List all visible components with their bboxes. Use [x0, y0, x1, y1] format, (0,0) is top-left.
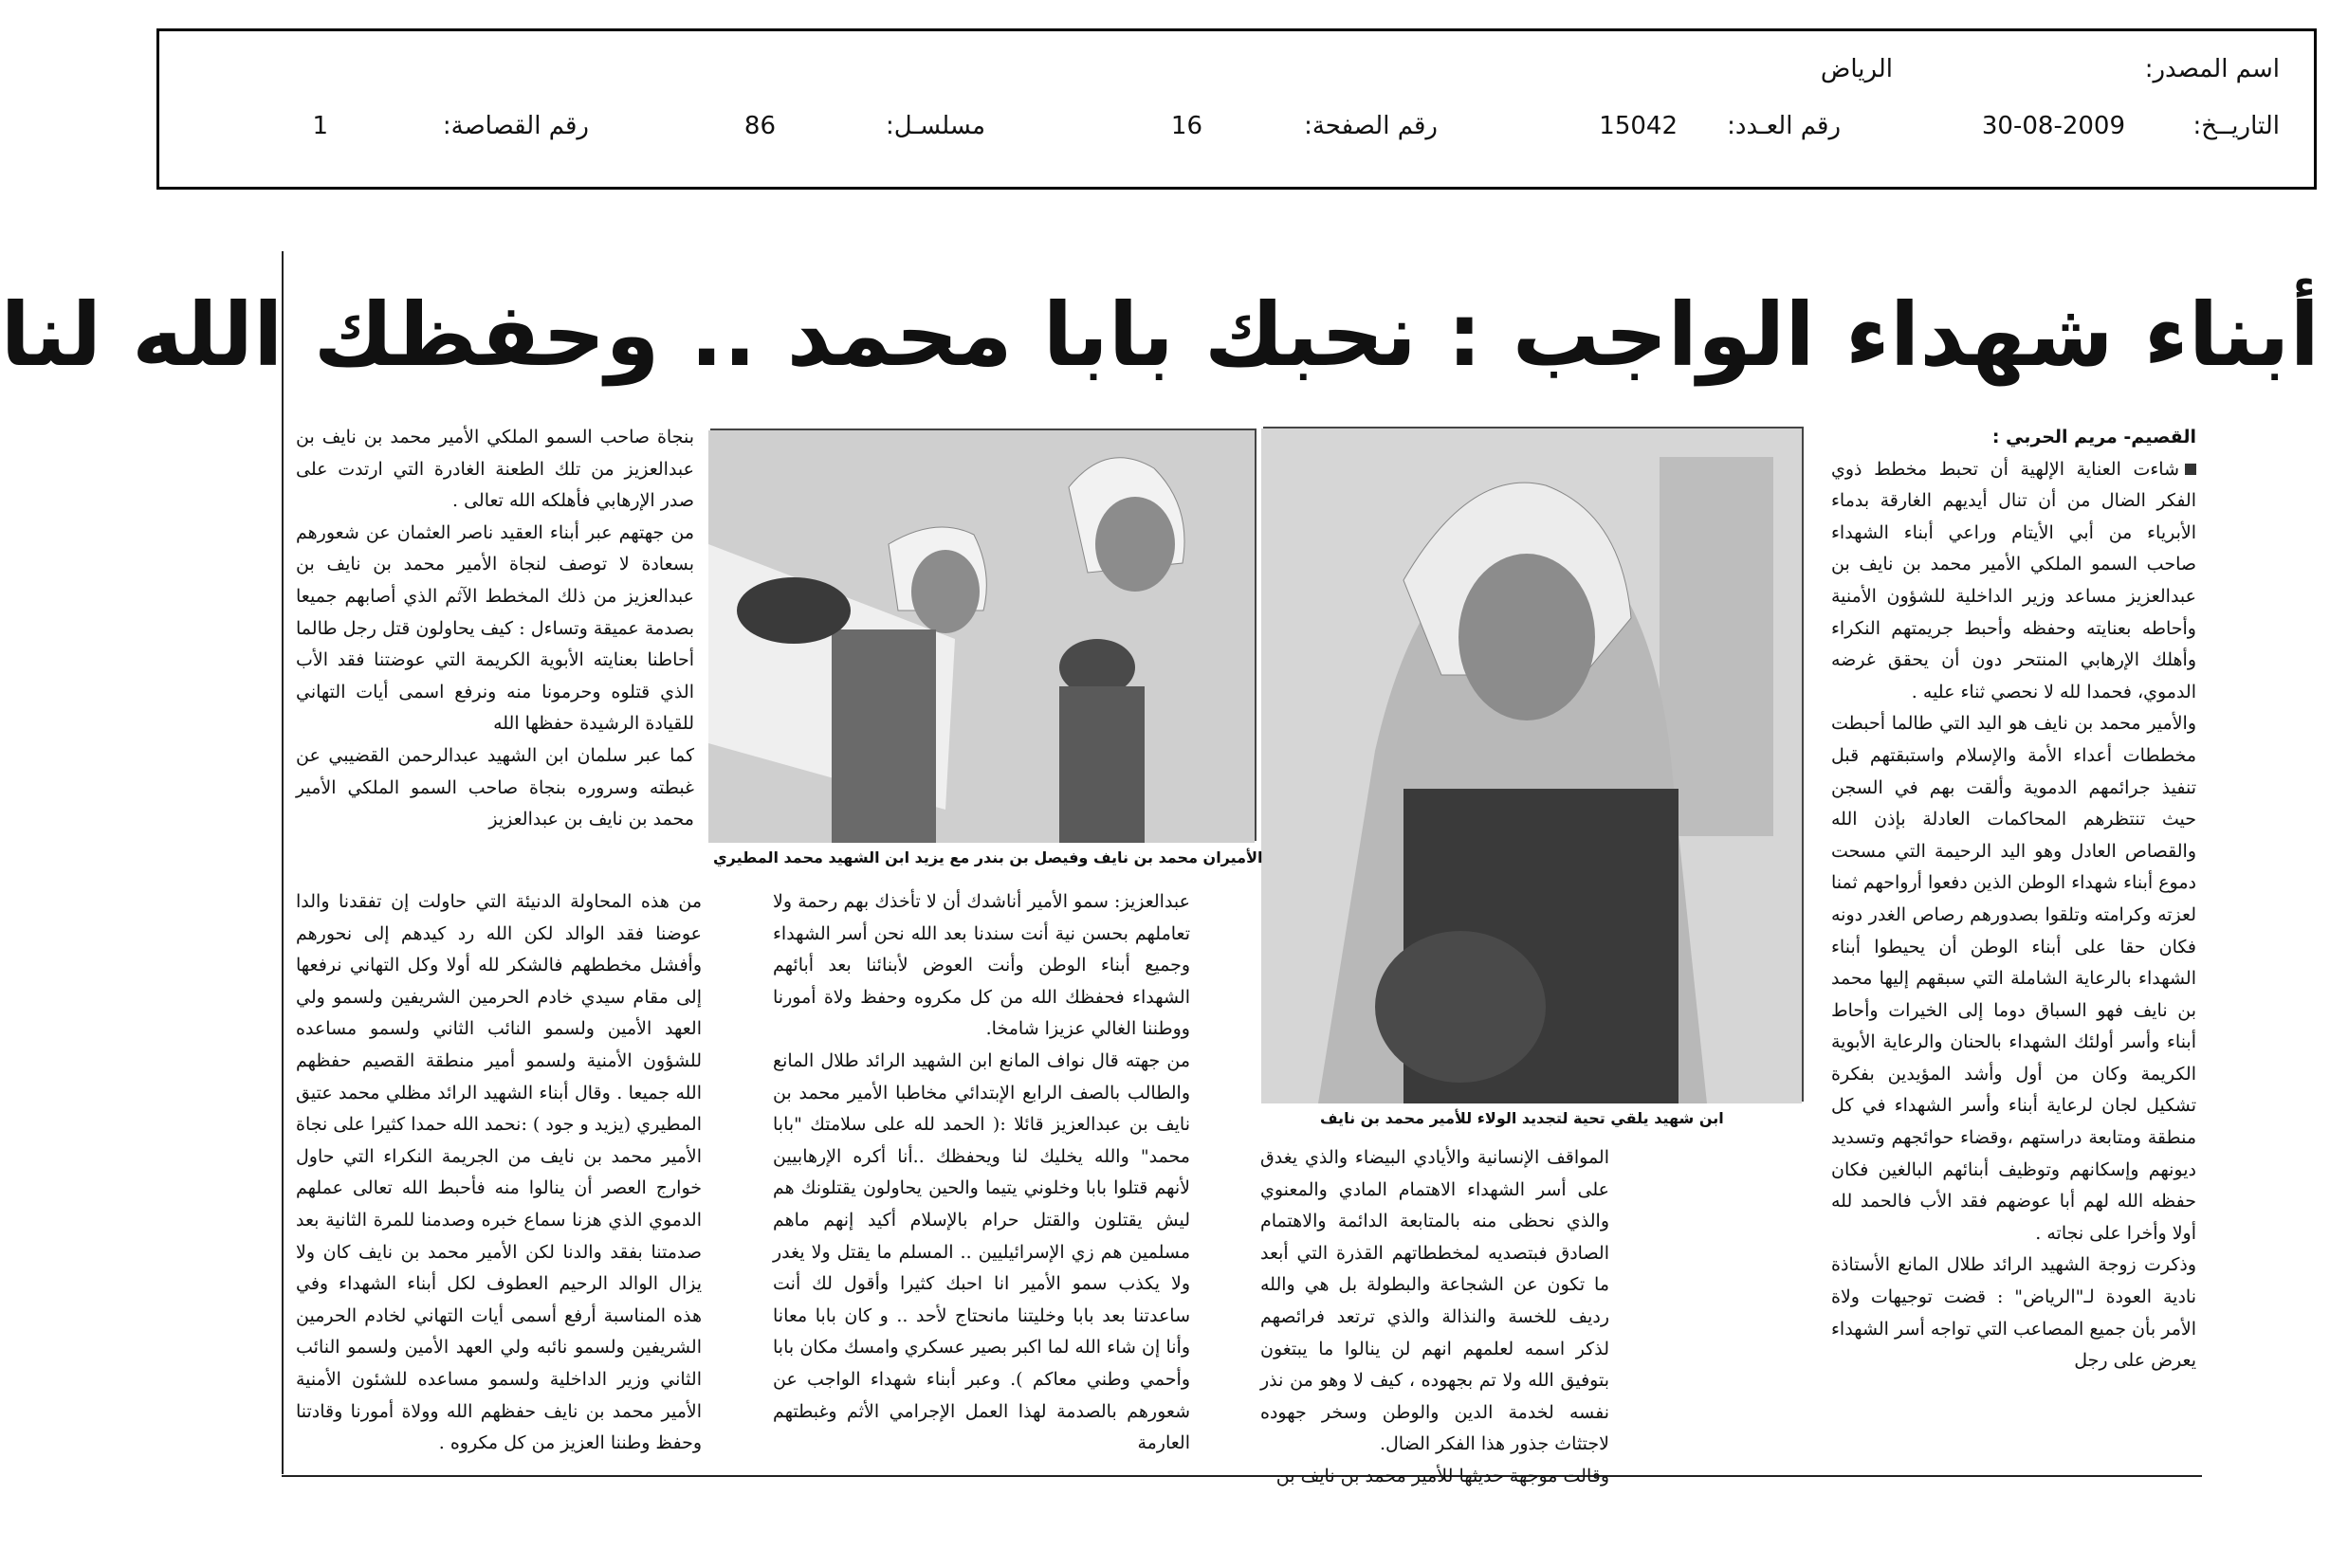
article-column-4-bottom	[296, 886, 702, 1474]
photo-illustration	[708, 430, 1255, 843]
byline: القصيم- مريم الحربي :	[1991, 427, 2196, 447]
paragraph: كما عبر سلمان ابن الشهيد عبدالرحمن القضيبي عن غبطته وسروره بنجاة صاحب السمو الملكي الأمير محمد بن نايف بن عبدالعزيز	[296, 744, 694, 830]
serial-value: 86	[743, 112, 776, 140]
paragraph: عبدالعزيز: سمو الأمير أناشدك أن لا تأخذك بهم رحمة ولا تعاملهم بحسن نية أنت سندنا بعد الله نحن أسر الشهداء وجميع أبناء الوطن وأنت العوض لأبنائنا بعد أبائهم الشهداء فحفظك الله من كل مكروه وحفظ ولاة أمورنا ووطننا الغالي عزيزا شامخا.	[773, 891, 1190, 1040]
paragraph: من جهته قال نواف المانع ابن الشهيد الرائد طلال المانع والطالب بالصف الرابع الإبتدائي مخاطبا الأمير محمد بن نايف بن عبدالعزيز قائلا :( الحمد لله على سلامتك "بابا محمد" والله يخليك لنا ويحفظك ..أنا أكره الإرهابيين لأنهم قتلوا بابا وخلوني يتيما والحين يحاولون يقتلونك هم ليش يقتلون والقتل حرام بالإسلام أكيد إنهم ماهم مسلمين هم زي الإسرائيليين .. المسلم ما يقتل ولا يغدر ولا يكذب سمو الأمير انا احبك كثيرا وأقول لك أنت ساعدتنا بعد بابا وخليتنا مانحتاج لأحد .. و كان بابا معانا وأنا إن شاء الله لما اكبر بصير عسكري وامسك مكان بابا وأحمي وطني معاكم ). وعبر أبناء شهداء الواجب عن شعورهم بالصدمة لهذا العمل الإجرامي الأثم وغبطتهم العارمة	[773, 1049, 1190, 1454]
photo-prince-with-boy	[1263, 427, 1804, 1102]
source-value: الرياض	[1820, 55, 1893, 83]
paragraph: من هذه المحاولة الدنيئة التي حاولت إن تفقدنا والدا عوضنا فقد الوالد لكن الله رد كيدهم إلى نحورهم وأفشل مخططهم فالشكر لله أولا وكل التهاني نرفعها إلى مقام سيدي خادم الحرمين الشريفين ولسمو ولي العهد الأمين ولسمو النائب الثاني ولسمو مساعده للشؤون الأمنية ولسمو أمير منطقة القصيم حفظهم الله جميعا . وقال أبناء الشهيد الرائد مظلي محمد عتيق المطيري (يزيد و جود ) :نحمد الله حمدا كثيرا على نجاة الأمير محمد بن نايف من الجريمة النكراء التي حاول خوارج العصر أن ينالوا منه فأحبط الله تعالى عملهم الدموي الذي هزنا سماع خبره وصدمنا للمرة الثانية بعد صدمتنا بفقد والدنا لكن الأمير محمد بن نايف كان ولا يزال الوالد الرحيم العطوف لكل أبناء الشهداء وفي هذه المناسبة أرفع أسمى أيات التهاني لخادم الحرمين الشريفين ولسمو نائبه ولي العهد الأمين ولسمو النائب الثاني وزير الداخلية ولسمو مساعده للشئون الأمنية الأمير محمد بن نايف حفظهم الله وولاة أمورنا وقادتنا وحفظ وطننا العزيز من كل مكروه .	[296, 891, 702, 1454]
issue-value: 15042	[1599, 112, 1678, 140]
photo-caption-right: ابن شهيد يلقي تحية لتجديد الولاء للأمير محمد بن نايف	[1320, 1109, 1724, 1127]
source-label: اسم المصدر:	[2144, 55, 2280, 83]
paragraph: من جهتهم عبر أبناء العقيد ناصر العثمان عن شعورهم بسعادة لا توصف لنجاة الأمير محمد بن نايف بن عبدالعزيز من ذلك المخطط الآثم الذي أصابهم جميعا بصدمة عميقة وتساءل : كيف يحاولون قتل رجل طالما أحاطنا بعنايته الأبوية الكريمة التي عوضتنا فقد الأب الذي قتلوه وحرمونا منه ونرفع اسمى أيات التهاني للقيادة الرشيدة حفظها الله	[296, 521, 694, 735]
issue-label: رقم العـدد:	[1727, 112, 1841, 140]
paragraph: وقالت موجهة حديثها للأمير محمد بن نايف بن	[1275, 1465, 1609, 1486]
paragraph: والأمير محمد بن نايف هو اليد التي طالما أحبطت مخططات أعداء الأمة والإسلام واستبقتهم قبل تنفيذ جرائمهم الدموية وألقت بهم في السجن حيث تنتظرهم المحاكمات العادلة بإذن الله والقصاص العادل وهو اليد الرحيمة التي مسحت دموع أبناء شهداء الوطن الذين دفعوا أرواحهم ثمنا لعزته وكرامته وتلقوا بصدورهم رصاص الغدر دونه فكان حقا على أبناء الوطن أن يحيطوا أبناء الشهداء بالرعاية الشاملة التي سبقهم إليها محمد بن نايف فهو السباق دوما إلى الخيرات وأحاط أبناء وأسر أولئك الشهداء بالحنان والرعاية الأبوية الكريمة وكان من أول وأشد المؤيدين بفكرة تشكيل لجان لرعاية أبناء وأسر الشهداء في كل منطقة ومتابعة دراستهم ،وقضاء حوائجهم وتسديد ديونهم وإسكانهم وتوظيف أبنائهم البالغين فكان حفظه الله لهم أبا عوضهم فقد الأب فالحمد لله أولا وأخرا على نجاته .	[1831, 713, 2196, 1244]
clip-label: رقم القصاصة:	[442, 112, 589, 140]
article-headline: أبناء شهداء الواجب : نحبك بابا محمد .. وحفظك الله لنا	[0, 284, 2320, 386]
date-label: التاريــخ:	[2192, 112, 2280, 140]
clip-value: 1	[312, 112, 328, 140]
photo-caption-left: الأميران محمد بن نايف وفيصل بن بندر مع يزيد ابن الشهيد محمد المطيري	[713, 848, 1263, 866]
paragraph: بنجاة صاحب السمو الملكي الأمير محمد بن نايف بن عبدالعزيز من تلك الطعنة الغادرة التي ارتدت على صدر الإرهابي فأهلكه الله تعالى .	[296, 427, 694, 512]
page-value: 16	[1170, 112, 1202, 140]
article-column-4-top	[296, 422, 694, 877]
article-column-3	[773, 886, 1190, 1474]
article-column-2	[1260, 1142, 1609, 1486]
bullet-icon	[2185, 464, 2196, 475]
serial-label: مسلسـل:	[886, 112, 985, 140]
clipping-metadata-box	[156, 28, 2317, 190]
article-frame-left	[282, 251, 284, 1474]
paragraph: المواقف الإنسانية والأيادي البيضاء والذي يغدق على أسر الشهداء الاهتمام المادي والمعنوي والذي نحظى منه بالمتابعة الدائمة والاهتمام الصادق فبتصديه لمخططاتهم القذرة التي أبعد ما تكون عن الشجاعة والبطولة بل هي والله رديف للخسة والنذالة والذي ترتعد فرائصهم لذكر اسمه لعلمهم انهم لن ينالوا ما يبتغون بتوفيق الله ولا تم بجهوده ، كيف لا وهو من نذر نفسه لخدمة الدين والوطن وسخر جهوده لاجتثاث جذور هذا الفكر الضال.	[1260, 1147, 1609, 1455]
paragraph	[1831, 454, 2196, 709]
page-label: رقم الصفحة:	[1304, 112, 1438, 140]
paragraph: وذكرت زوجة الشهيد الرائد طلال المانع الأستاذة نادية العودة لـ"الرياض" : قضت توجيهات ولاة الأمر بأن جميع المصاعب التي تواجه أسر الشهداء يعرض على رجل	[1831, 1254, 2196, 1372]
photo-illustration	[1261, 428, 1802, 1103]
date-value: 30-08-2009	[1981, 112, 2125, 140]
article-column-1	[1831, 422, 2196, 1474]
paragraph-text: شاءت العناية الإلهية أن تحبط مخطط ذوي الفكر الضال من أن تنال أيديهم الغارقة بدماء الأبرياء من أبي الأيتام وراعي أبناء الشهداء صاحب السمو الملكي الأمير محمد بن نايف بن عبدالعزيز مساعد وزير الداخلية للشؤون الأمنية وأحاطه بعنايته وحفظه وأحبط جريمتهم النكراء وأهلك الإرهابي المنتحر دون أن يحقق غرضه الدموي، فحمدا لله لا نحصي ثناء عليه .	[1831, 458, 2196, 702]
photo-princes-with-boy	[710, 428, 1257, 841]
article-frame-bottom	[282, 1475, 2202, 1477]
